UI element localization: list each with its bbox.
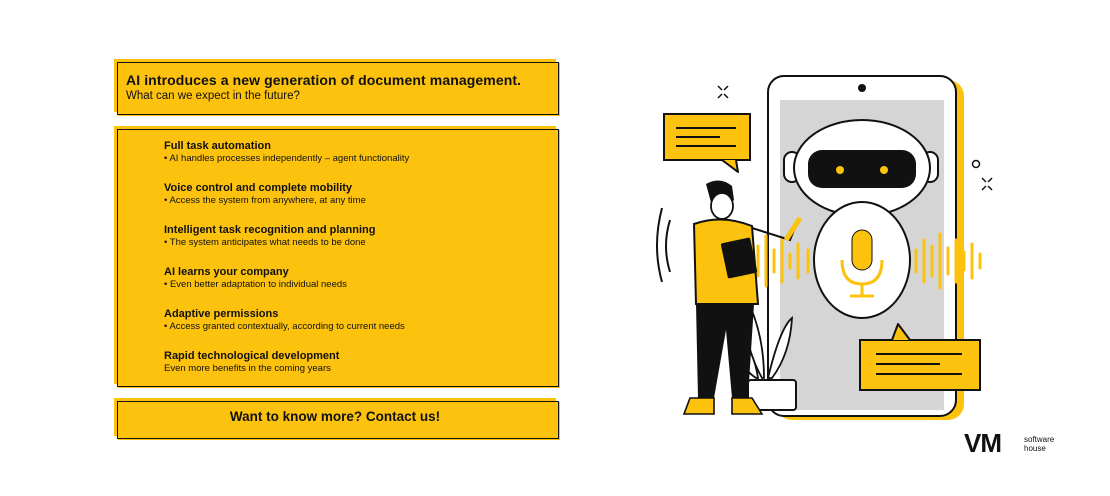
feature-title: Adaptive permissions (164, 308, 279, 320)
chat-bubble-icon (664, 114, 750, 172)
title-panel (114, 59, 556, 112)
feature-item (164, 182, 366, 207)
voice-arc-icon (657, 208, 670, 282)
ai-assistant-illustration (640, 68, 1000, 428)
logo-tagline: software house (1024, 435, 1055, 453)
feature-title: Rapid technological development (164, 350, 340, 362)
feature-title: Voice control and complete mobility (164, 182, 353, 194)
feature-description: • Even better adaptation to individual needs (164, 279, 347, 290)
feature-description: • The system anticipates what needs to be done (164, 237, 366, 248)
contact-button[interactable] (114, 398, 556, 436)
page-title: AI introduces a new generation of document management. (126, 72, 522, 88)
feature-description: • Access the system from anywhere, at any time (164, 195, 366, 206)
feature-title: Full task automation (164, 140, 271, 152)
feature-title: Intelligent task recognition and planning (164, 224, 376, 236)
feature-description: • AI handles processes independently – agent functionality (164, 153, 410, 164)
feature-title: AI learns your company (164, 266, 289, 278)
feature-item (164, 308, 405, 333)
company-logo (964, 428, 1074, 460)
logo-mark: VM (964, 428, 1001, 458)
feature-item (164, 140, 409, 165)
page-subtitle: What can we expect in the future? (126, 90, 300, 102)
feature-item (164, 350, 339, 375)
feature-description: Even more benefits in the coming years (164, 363, 331, 374)
contact-button-label: Want to know more? Contact us! (229, 409, 441, 424)
microphone-icon (814, 202, 910, 318)
features-panel (114, 126, 556, 384)
feature-item (164, 266, 347, 291)
feature-item (164, 224, 375, 249)
feature-description: • Access granted contextually, according to current needs (164, 321, 405, 332)
